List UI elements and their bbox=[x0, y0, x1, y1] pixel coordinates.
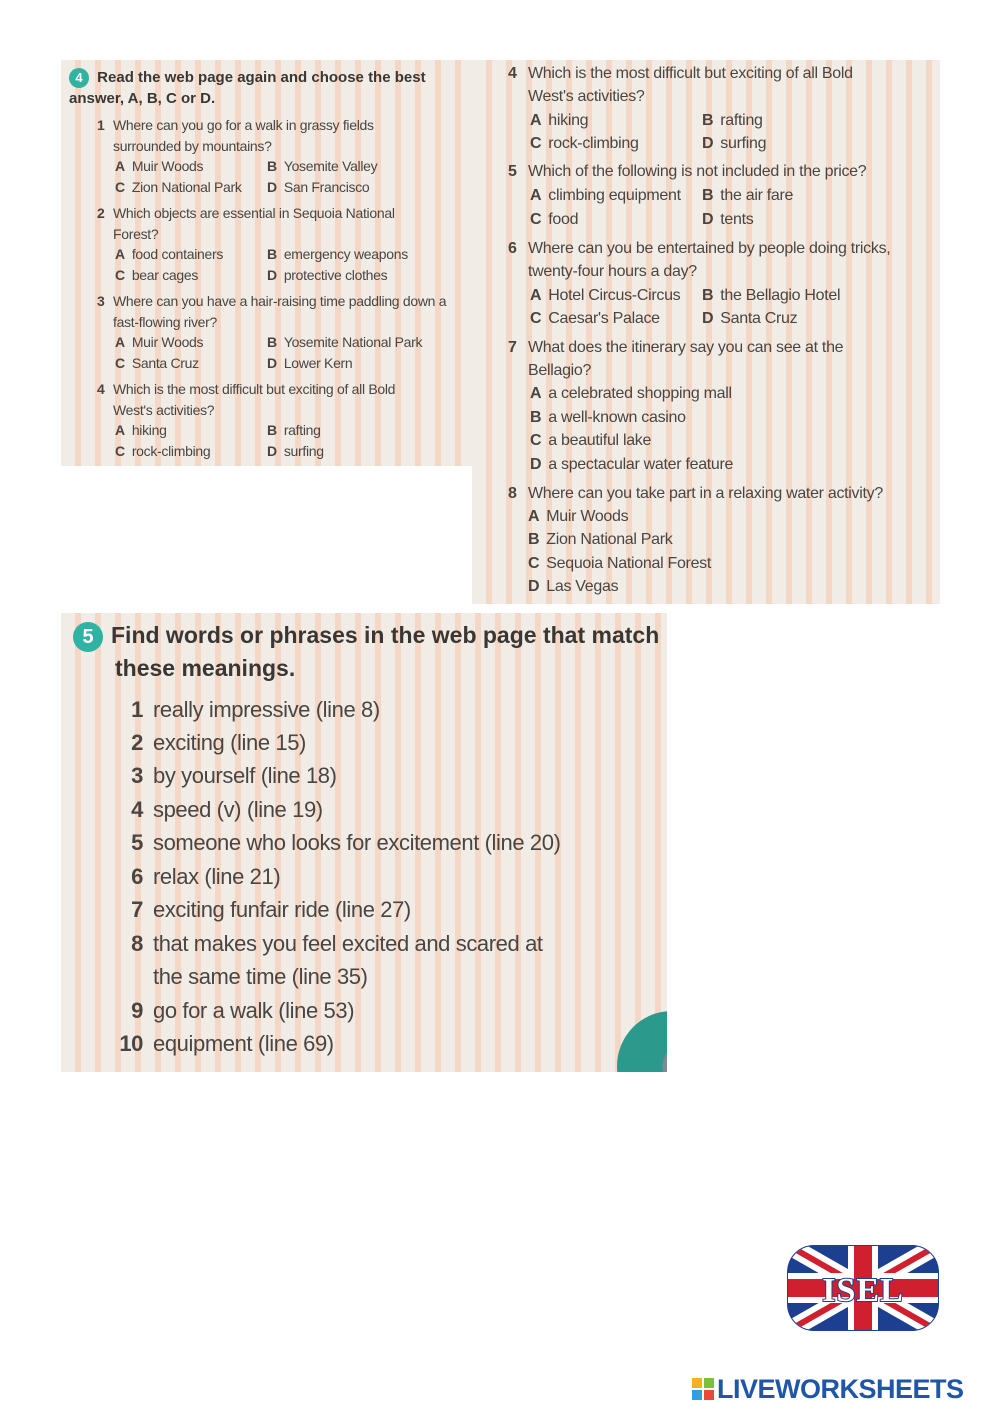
isel-logo-text: ISEL bbox=[822, 1272, 904, 1309]
option-a[interactable]: A Muir Woods bbox=[115, 158, 204, 174]
question-3-text: Where can you have a hair-raising time paddling down a fast-flowing river? bbox=[113, 293, 447, 330]
liveworksheets-logo-icon bbox=[692, 1378, 714, 1400]
question-4: 4 Which is the most difficult but exciting of all Bold West's activities? bbox=[508, 62, 908, 108]
option-c[interactable]: C rock-climbing bbox=[115, 443, 211, 459]
meaning-item-8-continued: the same time (line 35) bbox=[153, 964, 368, 989]
question-4-options-left bbox=[115, 420, 455, 462]
meaning-item-2: 2 exciting (line 15) bbox=[131, 730, 306, 755]
option-d[interactable]: D tents bbox=[702, 211, 754, 228]
meaning-item-3: 3 by yourself (line 18) bbox=[131, 763, 337, 788]
exercise-5-heading bbox=[73, 619, 663, 685]
question-8: 8 Where can you take part in a relaxing water activity? bbox=[508, 482, 933, 505]
option-b[interactable]: B rafting bbox=[267, 422, 321, 438]
option-b[interactable]: B emergency weapons bbox=[267, 246, 408, 262]
option-a[interactable]: A Hotel Circus-Circus bbox=[530, 287, 681, 304]
question-1: 1 Where can you go for a walk in grassy fields surrounded by mountains? bbox=[97, 115, 457, 157]
meaning-item-5: 5 someone who looks for excitement (line 20) bbox=[131, 830, 561, 855]
exercise-4-badge: 4 bbox=[69, 68, 89, 88]
option-d[interactable]: D Lower Kern bbox=[267, 355, 353, 371]
question-1-text: Where can you go for a walk in grassy fields surrounded by mountains? bbox=[113, 117, 374, 154]
question-2-text: Which objects are essential in Sequoia National Forest? bbox=[113, 205, 395, 242]
option-c[interactable]: C rock-climbing bbox=[530, 135, 639, 152]
option-d[interactable]: D surfing bbox=[267, 443, 324, 459]
question-7: 7 What does the itinerary say you can see at the Bellagio? bbox=[508, 336, 908, 382]
question-6: 6 Where can you be entertained by people doing tricks, twenty-four hours a day? bbox=[508, 237, 933, 283]
exercise-5-instruction-line2: these meanings. bbox=[115, 655, 296, 681]
option-a[interactable]: A hiking bbox=[115, 422, 167, 438]
meaning-item-7: 7 exciting funfair ride (line 27) bbox=[131, 897, 411, 922]
option-b[interactable]: B Zion National Park bbox=[528, 531, 673, 548]
exercise-4-panel-left bbox=[61, 60, 473, 466]
exercise-4-panel-right bbox=[472, 60, 940, 604]
meaning-item-8: 8 that makes you feel excited and scared at bbox=[131, 931, 543, 956]
question-4-left: 4 Which is the most difficult but exciting of all Bold West's activities? bbox=[97, 379, 457, 421]
option-b[interactable]: B rafting bbox=[702, 112, 763, 129]
option-b[interactable]: B Yosemite National Park bbox=[267, 334, 423, 350]
option-a[interactable]: A Muir Woods bbox=[115, 334, 204, 350]
exercise-5-panel bbox=[61, 613, 667, 1072]
option-d[interactable]: D protective clothes bbox=[267, 267, 388, 283]
option-c[interactable]: C Sequoia National Forest bbox=[528, 555, 712, 572]
option-b[interactable]: B a well-known casino bbox=[530, 409, 686, 426]
isel-logo bbox=[786, 1244, 940, 1332]
option-d[interactable]: D San Francisco bbox=[267, 179, 370, 195]
liveworksheets-brand bbox=[692, 1374, 964, 1405]
meaning-item-4: 4 speed (v) (line 19) bbox=[131, 797, 323, 822]
option-d[interactable]: D a spectacular water feature bbox=[530, 456, 734, 473]
question-2-options bbox=[115, 244, 455, 286]
question-3: 3 Where can you have a hair-raising time paddling down a fast-flowing river? bbox=[97, 291, 467, 333]
option-d[interactable]: D Santa Cruz bbox=[702, 310, 798, 327]
option-c[interactable]: C Zion National Park bbox=[115, 179, 242, 195]
option-b[interactable]: B the air fare bbox=[702, 187, 794, 204]
question-3-options bbox=[115, 332, 455, 374]
option-a[interactable]: A climbing equipment bbox=[530, 187, 681, 204]
option-c[interactable]: C a beautiful lake bbox=[530, 432, 652, 449]
question-4-text: Which is the most difficult but exciting of all Bold West's activities? bbox=[113, 381, 396, 418]
meaning-item-6: 6 relax (line 21) bbox=[131, 864, 281, 889]
exercise-5-instruction-line1: Find words or phrases in the web page that match bbox=[111, 622, 660, 648]
option-a[interactable]: A Muir Woods bbox=[528, 508, 629, 525]
question-7-text: What does the itinerary say you can see at the Bellagio? bbox=[528, 339, 844, 379]
question-4-text: Which is the most difficult but exciting of all Bold West's activities? bbox=[528, 65, 853, 105]
cd-disc-graphic bbox=[617, 1011, 667, 1072]
option-c[interactable]: C Santa Cruz bbox=[115, 355, 199, 371]
option-b[interactable]: B the Bellagio Hotel bbox=[702, 287, 841, 304]
liveworksheets-brand-text: LIVEWORKSHEETS bbox=[717, 1374, 964, 1404]
exercise-4-instruction: Read the web page again and choose the best answer, A, B, C or D. bbox=[69, 69, 426, 108]
meaning-item-1: 1 really impressive (line 8) bbox=[131, 697, 380, 722]
option-a[interactable]: A a celebrated shopping mall bbox=[530, 385, 732, 402]
option-c[interactable]: C bear cages bbox=[115, 267, 199, 283]
option-a[interactable]: A hiking bbox=[530, 112, 589, 129]
option-d[interactable]: D surfing bbox=[702, 135, 767, 152]
option-c[interactable]: C Caesar's Palace bbox=[530, 310, 660, 327]
meaning-item-9: 9 go for a walk (line 53) bbox=[131, 998, 355, 1023]
exercise-4-heading bbox=[69, 67, 449, 109]
option-c[interactable]: C food bbox=[530, 211, 579, 228]
option-b[interactable]: B Yosemite Valley bbox=[267, 158, 378, 174]
question-6-text: Where can you be entertained by people doing tricks, twenty-four hours a day? bbox=[528, 240, 891, 280]
meaning-item-10: 10 equipment (line 69) bbox=[119, 1031, 334, 1056]
question-1-options bbox=[115, 156, 455, 198]
exercise-5-badge: 5 bbox=[73, 622, 103, 652]
question-8-text: Where can you take part in a relaxing water activity? bbox=[528, 485, 883, 502]
question-2: 2 Which objects are essential in Sequoia National Forest? bbox=[97, 203, 457, 245]
question-5-text: Which of the following is not included in the price? bbox=[528, 163, 867, 180]
option-d[interactable]: D Las Vegas bbox=[528, 578, 619, 595]
option-a[interactable]: A food containers bbox=[115, 246, 224, 262]
question-5: 5 Which of the following is not included in the price? bbox=[508, 160, 928, 183]
